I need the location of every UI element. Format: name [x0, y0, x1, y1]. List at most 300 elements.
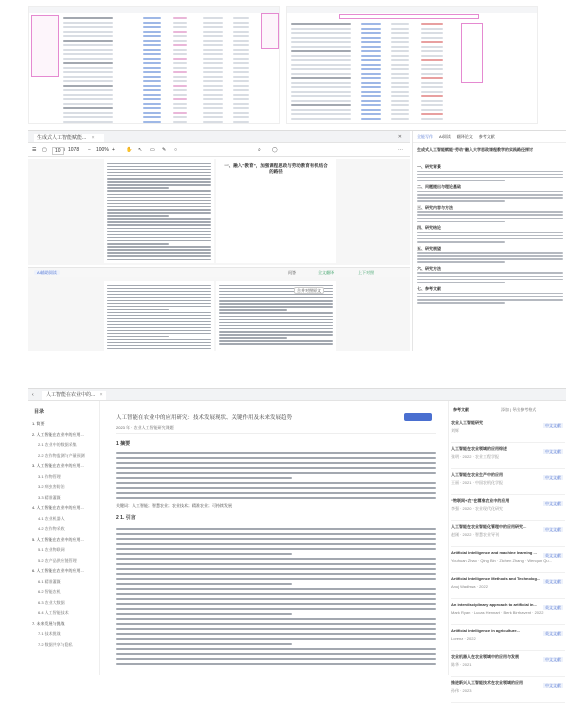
text-line: [63, 76, 113, 78]
text-line: [63, 98, 113, 100]
text-line: [417, 279, 563, 281]
top-left-sidebar-highlight: [31, 15, 59, 77]
reference-item[interactable]: [451, 576, 565, 599]
text-line: [107, 306, 211, 308]
text-line: [291, 28, 351, 30]
text-line: [361, 46, 381, 48]
text-line: [203, 40, 223, 42]
text-line: [417, 211, 563, 213]
reference-item[interactable]: [451, 524, 565, 547]
text-line: [391, 23, 409, 25]
text-line: [116, 658, 436, 660]
outline-item[interactable]: 3.2 病虫害防治: [38, 484, 65, 489]
outline-item[interactable]: 4. 人工智能在农业中的应用...: [32, 505, 84, 510]
text-line: [116, 452, 436, 454]
text-line: [173, 49, 187, 51]
reference-title: 人工智能在农业智能化管理中的应用研究...: [451, 524, 527, 529]
text-line: [417, 258, 563, 260]
text-line: [173, 89, 187, 91]
tab-ai-reading[interactable]: AI阅读: [439, 134, 451, 139]
outline-item[interactable]: 2. 人工智能在农业中的应用...: [32, 431, 84, 437]
tab-references[interactable]: 参考文献: [478, 134, 495, 139]
text-line: [361, 109, 381, 111]
text-line: [107, 330, 211, 332]
text-line: [417, 252, 563, 254]
reference-tag: 中文文献: [545, 475, 561, 480]
text-line: [219, 325, 333, 327]
top-left-toolbar: [29, 7, 279, 13]
text-line: [391, 82, 409, 84]
text-line: [107, 181, 211, 183]
text-line: [63, 58, 113, 60]
top-left-screenshot: [28, 6, 280, 124]
text-line: [391, 59, 409, 61]
text-line: [203, 53, 223, 55]
reference-item[interactable]: [451, 654, 565, 677]
text-line: [391, 41, 409, 43]
reference-tag: 中文文献: [545, 501, 561, 506]
text-line: [173, 107, 187, 109]
text-line: [291, 73, 351, 75]
compare-toggle[interactable]: 上下对照: [358, 270, 374, 275]
sidebar-icon[interactable]: ☰: [32, 147, 37, 153]
text-line: [203, 107, 223, 109]
reference-item[interactable]: [451, 498, 565, 521]
reference-item[interactable]: [451, 628, 565, 651]
text-line: [63, 94, 113, 96]
text-line: [143, 80, 161, 82]
text-line: [143, 71, 161, 73]
pdf-viewer-window: [28, 130, 566, 350]
hand-icon[interactable]: ✋: [126, 147, 133, 153]
text-line: [107, 345, 211, 347]
editor-window: [28, 388, 566, 693]
text-line: [116, 558, 436, 560]
close-window-icon[interactable]: ✕: [397, 134, 402, 140]
reference-item[interactable]: [451, 446, 565, 469]
zoom-out-icon[interactable]: −: [88, 147, 91, 153]
text-line: [421, 95, 443, 97]
text-line: [107, 321, 211, 323]
text-line: [203, 94, 223, 96]
right-panel-sections: [417, 161, 563, 349]
outline-item[interactable]: 2.2 农作物监测与产量预测: [38, 452, 85, 458]
text-line: [173, 22, 187, 24]
text-line: [116, 663, 436, 665]
text-line: [143, 94, 161, 96]
text-line: [417, 299, 563, 301]
text-line: [107, 163, 211, 165]
text-line: [107, 249, 211, 251]
reference-item[interactable]: [451, 550, 565, 573]
text-line: [116, 623, 436, 625]
text-line: [361, 68, 381, 70]
tab-translate[interactable]: 翻译论文: [456, 134, 473, 139]
text-line: [233, 112, 249, 114]
edit-button[interactable]: [404, 413, 432, 421]
outline-item[interactable]: 6.4 人工智能技术: [38, 610, 69, 615]
text-line: [203, 85, 223, 87]
text-line: [143, 58, 161, 60]
reference-authors: 刘辉: [451, 428, 459, 433]
outline-item[interactable]: 4.1 农业机器人: [38, 515, 65, 521]
compare-original-label: 合并对照原文: [297, 288, 321, 293]
text-line: [421, 50, 443, 52]
shape-icon[interactable]: ○: [174, 147, 178, 153]
outline-panel: [28, 401, 100, 675]
text-line: [107, 184, 211, 186]
zoom-in-icon[interactable]: +: [112, 147, 115, 153]
reference-title: 农业人工智能研究: [451, 420, 483, 425]
text-line: [173, 53, 187, 55]
text-line: [291, 59, 351, 61]
right-section-heading: 七、参考文献: [417, 286, 441, 292]
text-line: [173, 98, 187, 100]
outline-item[interactable]: 4.2 农作物采收: [38, 526, 65, 531]
text-line: [361, 91, 381, 93]
text-line: [421, 32, 443, 34]
text-line: [116, 538, 436, 540]
text-line: [391, 118, 409, 120]
pdf-toolbar: [28, 143, 410, 157]
text-line: [63, 17, 113, 19]
text-line: [417, 272, 563, 274]
text-line: [417, 282, 505, 284]
text-line: [417, 255, 563, 257]
text-line: [143, 49, 161, 51]
text-line: [107, 342, 211, 344]
reference-item[interactable]: [451, 602, 565, 625]
doc-meta: 2023 年 · 农业人工智能研究课题: [116, 425, 174, 430]
text-line: [107, 259, 211, 261]
text-line: [291, 113, 351, 115]
text-line: [417, 235, 563, 237]
text-line: [116, 578, 436, 580]
text-line: [107, 172, 211, 174]
text-line: [107, 243, 169, 245]
outline-item[interactable]: 6.3 农业大数据: [38, 599, 65, 605]
reference-item[interactable]: [451, 680, 565, 703]
close-icon[interactable]: ×: [91, 135, 95, 141]
text-line: [143, 107, 161, 109]
text-line: [203, 116, 223, 118]
text-line: [391, 68, 409, 70]
reference-authors: 李强 · 2020 · 农业现代化研究: [451, 506, 504, 511]
text-line: [107, 190, 211, 192]
pdf-tab[interactable]: [34, 134, 104, 142]
right-panel-tabs: [413, 131, 566, 143]
more-icon[interactable]: ⋯: [398, 147, 403, 153]
text-line: [291, 77, 351, 79]
text-line: [219, 322, 333, 324]
outline-item[interactable]: 3.3 精准灌溉: [38, 494, 61, 500]
text-line: [391, 95, 409, 97]
outline-item[interactable]: 5.1 农业物联网: [38, 547, 65, 552]
doc-divider: [116, 433, 436, 434]
translate-toggle[interactable]: 全文翻译: [318, 270, 334, 275]
outline-item[interactable]: 7.2 数据共享与隐私: [38, 641, 73, 647]
text-line: [107, 312, 211, 314]
pdf-left-column: [104, 159, 214, 263]
text-line: [107, 234, 211, 236]
reference-authors: Anuj Wadhwa · 2022: [451, 584, 488, 589]
text-line: [116, 603, 436, 605]
section-abstract: 1 摘要: [116, 441, 131, 447]
text-line: [63, 116, 113, 118]
pdf-right-panel: [412, 131, 566, 351]
pdf-page-lower: [28, 277, 410, 351]
text-line: [116, 633, 436, 635]
text-line: [421, 77, 443, 79]
reference-item[interactable]: [451, 472, 565, 495]
back-icon[interactable]: ‹: [32, 392, 34, 398]
text-line: [361, 82, 381, 84]
reference-authors: 孙伟 · 2023: [451, 688, 472, 693]
text-line: [116, 492, 436, 494]
text-line: [203, 76, 223, 78]
text-line: [116, 563, 436, 565]
text-line: [107, 324, 211, 326]
text-line: [107, 252, 211, 254]
text-line: [233, 85, 249, 87]
text-line: [391, 109, 409, 111]
text-line: [203, 58, 223, 60]
text-line: [291, 37, 351, 39]
page-info[interactable]: 10: [52, 147, 64, 155]
text-line: [361, 28, 381, 30]
text-line: [116, 638, 436, 640]
text-line: [391, 37, 409, 39]
text-line: [417, 191, 563, 193]
outline-item[interactable]: 2.1 农业中的数据采集: [38, 442, 77, 447]
text-line: [63, 40, 113, 42]
text-line: [417, 197, 563, 199]
text-line: [219, 328, 333, 330]
text-line: [291, 41, 351, 43]
text-line: [233, 44, 249, 46]
text-line: [203, 49, 223, 51]
text-line: [233, 76, 249, 78]
text-line: [233, 35, 249, 37]
text-line: [417, 177, 563, 179]
text-line: [107, 240, 211, 242]
text-line: [63, 103, 113, 105]
note-icon[interactable]: ✎: [162, 147, 167, 153]
text-line: [116, 648, 436, 650]
text-line: [63, 44, 113, 46]
text-line: [63, 26, 113, 28]
text-line: [391, 113, 409, 115]
text-line: [203, 89, 223, 91]
text-line: [219, 285, 333, 287]
text-line: [391, 91, 409, 93]
zoom-level[interactable]: 100%: [96, 147, 109, 153]
highlight-icon[interactable]: ▭: [150, 147, 155, 153]
text-line: [421, 55, 443, 57]
refs-action[interactable]: 添加 | 导出参考格式: [501, 407, 537, 412]
refs-list: [451, 417, 565, 703]
text-line: [219, 337, 287, 339]
text-line: [107, 221, 211, 223]
text-line: [417, 194, 563, 196]
text-line: [173, 103, 187, 105]
text-line: [219, 306, 333, 308]
text-line: [421, 104, 443, 106]
text-line: [233, 94, 249, 96]
text-line: [361, 50, 381, 52]
pdf-tab-bar: [28, 131, 410, 143]
text-line: [203, 35, 223, 37]
text-line: [63, 62, 113, 64]
refs-header: 参考文献: [453, 407, 469, 412]
text-line: [143, 22, 161, 24]
text-line: [107, 175, 211, 177]
text-line: [417, 293, 563, 295]
text-line: [116, 553, 292, 555]
text-line: [173, 44, 187, 46]
text-line: [63, 121, 113, 123]
text-line: [107, 303, 211, 305]
outline-item[interactable]: 5. 人工智能在农业中的应用...: [32, 536, 84, 542]
outline-item[interactable]: 5.2 农产品供应链管理: [38, 557, 77, 563]
outline-item[interactable]: 7. 未来发展与挑战: [32, 620, 65, 626]
text-line: [219, 316, 333, 318]
text-line: [417, 214, 563, 216]
close-icon[interactable]: ×: [99, 392, 103, 398]
text-line: [116, 528, 436, 530]
text-line: [421, 46, 443, 48]
text-line: [143, 89, 161, 91]
reference-authors: 王丽 · 2021 · 中国农机化学报: [451, 480, 504, 485]
outline-header: 目录: [34, 409, 45, 415]
text-line: [361, 86, 381, 88]
text-line: [107, 300, 211, 302]
reference-title: Artificial intelligence and machine learning ...: [451, 550, 537, 555]
text-line: [361, 113, 381, 115]
text-line: [391, 77, 409, 79]
text-line: [107, 339, 211, 341]
text-line: [291, 50, 351, 52]
text-line: [116, 543, 436, 545]
text-line: [233, 98, 249, 100]
reference-tag: 中文文献: [545, 449, 561, 454]
text-line: [203, 44, 223, 46]
text-line: [417, 238, 563, 240]
text-line: [107, 309, 169, 311]
text-line: [421, 41, 443, 43]
text-line: [107, 315, 211, 317]
reference-authors: 赵刚 · 2022 · 智慧农业导刊: [451, 532, 500, 537]
ai-assist-button[interactable]: AI辅助阅读: [34, 270, 60, 275]
text-line: [116, 462, 436, 464]
text-line: [421, 59, 443, 61]
text-line: [116, 497, 436, 499]
page-icon[interactable]: ▢: [42, 147, 47, 153]
reference-title: 农业机器人在农业领域中的应用与发展: [451, 654, 519, 659]
text-line: [116, 643, 292, 645]
text-line: [107, 218, 211, 220]
top-left-table: [63, 17, 275, 121]
text-line: [143, 103, 161, 105]
text-line: [361, 100, 381, 102]
outline-item[interactable]: 3. 人工智能在农业中的应用...: [32, 463, 84, 468]
compare-original-button[interactable]: [294, 287, 324, 294]
text-line: [361, 118, 381, 120]
text-line: [219, 309, 287, 311]
outline-item[interactable]: 6.1 精准灌溉: [38, 578, 61, 584]
reference-item[interactable]: [451, 420, 565, 443]
outline-item[interactable]: 7.1 技术挑战: [38, 631, 61, 636]
text-line: [203, 121, 223, 123]
right-section-heading: 四、研究结论: [417, 225, 441, 231]
text-line: [291, 104, 351, 106]
text-line: [107, 228, 211, 230]
text-line: [63, 35, 113, 37]
qa-toggle[interactable]: 问答: [288, 270, 296, 275]
text-line: [107, 224, 211, 226]
comment-icon[interactable]: ◯: [272, 147, 278, 153]
text-line: [107, 327, 211, 329]
text-line: [173, 26, 187, 28]
text-line: [291, 82, 351, 84]
text-line: [107, 200, 211, 202]
top-right-table: [291, 23, 459, 121]
text-line: [116, 608, 436, 610]
text-line: [361, 41, 381, 43]
text-line: [291, 68, 351, 70]
top-right-filter-highlight: [339, 14, 479, 19]
text-line: [421, 118, 443, 120]
text-line: [116, 457, 436, 459]
outline-item[interactable]: 6.2 智能农机: [38, 589, 61, 594]
text-line: [173, 112, 187, 114]
text-line: [233, 107, 249, 109]
text-line: [417, 171, 563, 173]
tab-writing[interactable]: 全能写作: [417, 134, 433, 139]
text-line: [143, 44, 161, 46]
right-panel-title: 生成式人工智能赋能“劳动”融入大学思政课程教学的实践路径探讨: [417, 147, 533, 152]
outline-item[interactable]: 1. 简要: [32, 421, 45, 426]
text-line: [391, 46, 409, 48]
text-line: [107, 231, 211, 233]
right-section-heading: 一、研究背景: [417, 164, 441, 169]
text-line: [116, 573, 436, 575]
outline-item[interactable]: 3.1 作物管理: [38, 473, 61, 479]
text-line: [143, 67, 161, 69]
reference-tag: 中文文献: [545, 657, 561, 662]
text-line: [219, 334, 333, 336]
outline-item[interactable]: 6. 人工智能在农业中的应用...: [32, 568, 84, 573]
text-line: [63, 85, 113, 87]
text-line: [116, 472, 436, 474]
search-icon[interactable]: ⌕: [258, 147, 261, 153]
text-line: [233, 67, 249, 69]
text-line: [391, 104, 409, 106]
text-line: [203, 103, 223, 105]
text-line: [173, 76, 187, 78]
reference-authors: Mark Ryan · Lucas Hennart · Berk Birrhavent · 2022: [451, 610, 544, 615]
reference-authors: 陈华 · 2021: [451, 662, 472, 667]
text-line: [421, 28, 443, 30]
text-line: [173, 67, 187, 69]
text-line: [219, 331, 333, 333]
pdf-right-column: [216, 159, 336, 263]
text-line: [291, 86, 351, 88]
select-icon[interactable]: ↖: [138, 147, 143, 153]
text-line: [417, 221, 505, 223]
text-line: [203, 17, 223, 19]
editor-tab[interactable]: [42, 391, 106, 400]
